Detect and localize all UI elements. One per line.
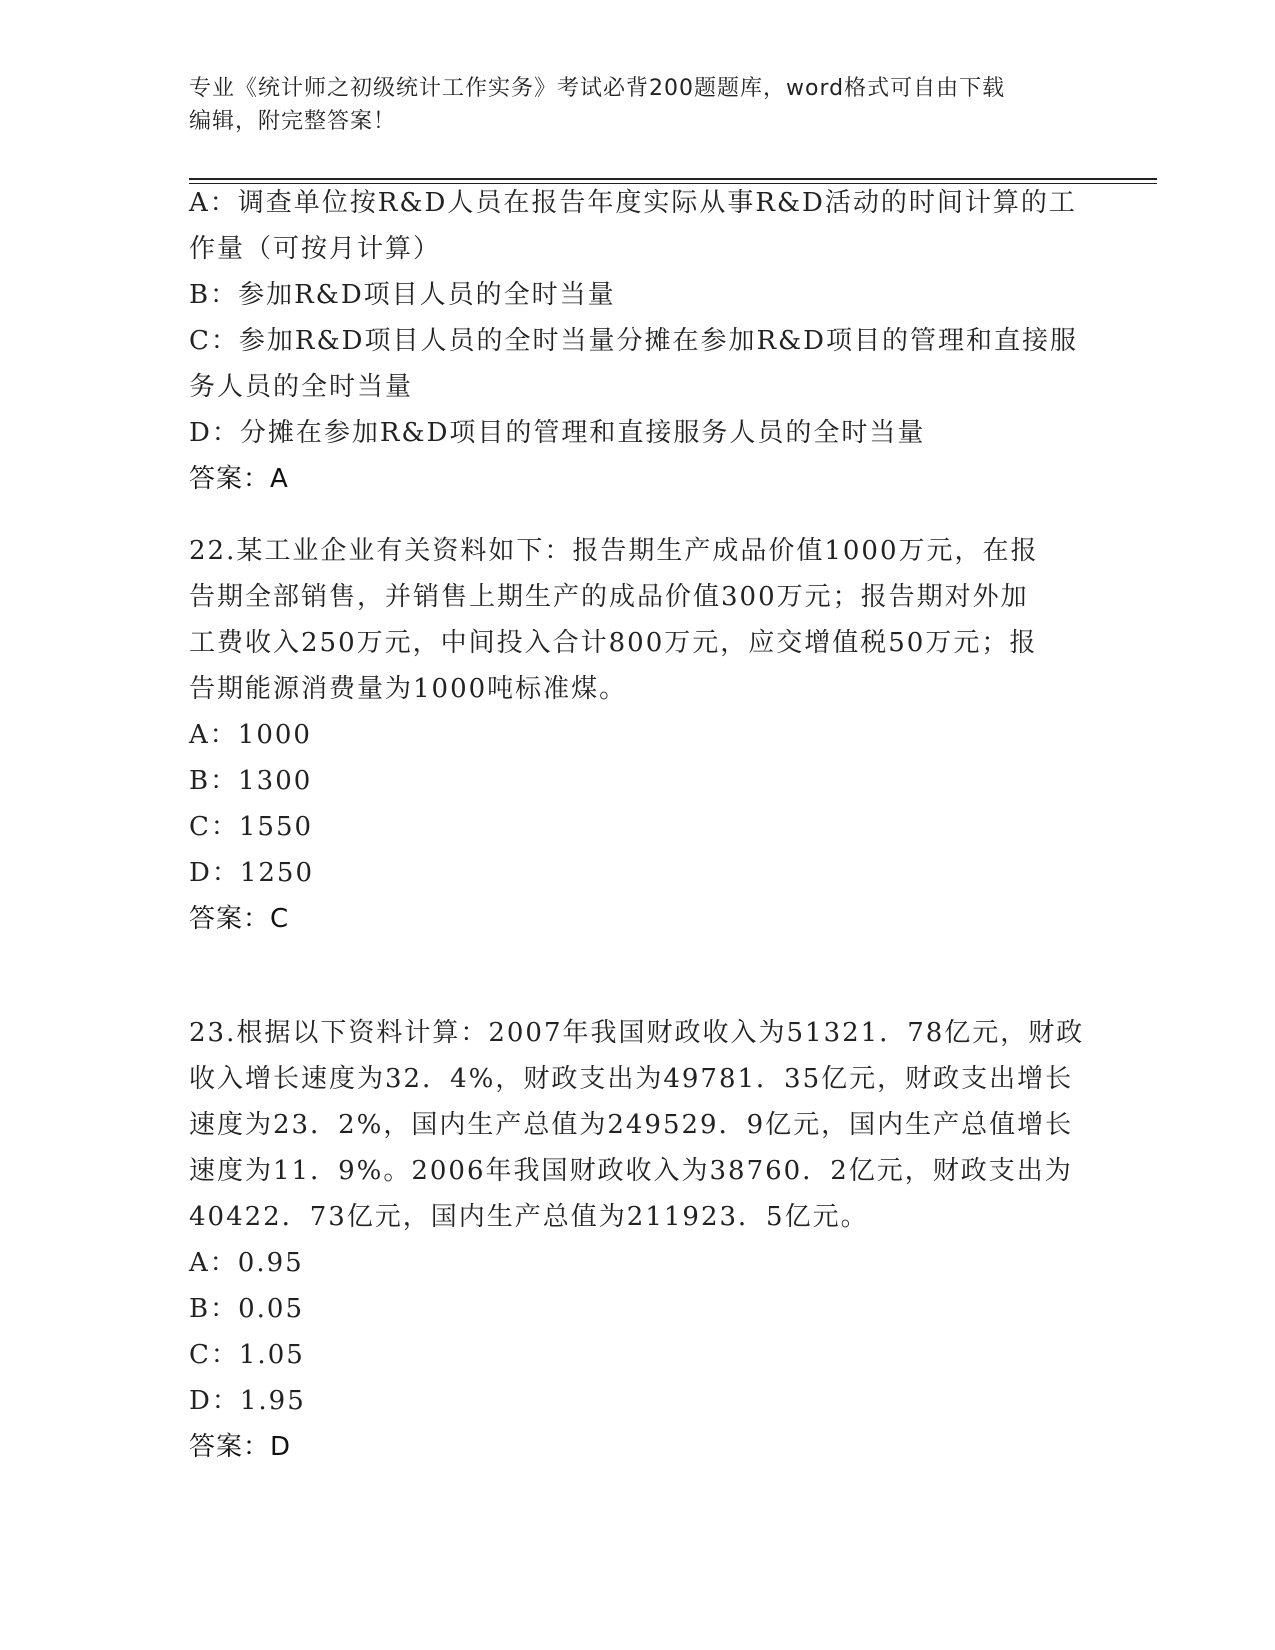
question-23 — [189, 1010, 1149, 1470]
answer-line: 答案：C — [189, 904, 290, 934]
option-d: D：1.95 — [189, 1386, 306, 1416]
option-d: D：1250 — [189, 858, 315, 888]
option-a: A：1000 — [189, 720, 312, 750]
question-stem-line: 告期能源消费量为1000吨标准煤。 — [189, 674, 628, 704]
option-a: A：0.95 — [189, 1248, 304, 1278]
question-stem-line: 速度为23．2%，国内生产总值为249529．9亿元，国内生产总值增长 — [189, 1110, 1074, 1140]
question-stem-line: 23.根据以下资料计算：2007年我国财政收入为51321．78亿元，财政 — [189, 1018, 1085, 1048]
question-22 — [189, 528, 1149, 942]
option-a-line-2: 作量（可按月计算） — [189, 234, 442, 264]
option-c-line-2: 务人员的全时当量 — [189, 372, 414, 402]
answer-line: 答案：D — [189, 1432, 292, 1462]
question-stem-line: 40422．73亿元，国内生产总值为211923．5亿元。 — [189, 1202, 869, 1232]
answer-line: 答案：A — [189, 464, 289, 494]
option-c: C：1550 — [189, 812, 314, 842]
question-stem-line: 速度为11．9%。2006年我国财政收入为38760．2亿元，财政支出为 — [189, 1156, 1073, 1186]
question-stem-line: 告期全部销售，并销售上期生产的成品价值300万元；报告期对外加 — [189, 582, 1029, 612]
option-c: C：1.05 — [189, 1340, 305, 1370]
option-b: B：参加R&D项目人员的全时当量 — [189, 280, 616, 310]
header-title-line-1: 专业《统计师之初级统计工作实务》考试必背200题题库，word格式可自由下载 — [189, 76, 1006, 101]
option-d: D：分摊在参加R&D项目的管理和直接服务人员的全时当量 — [189, 418, 926, 448]
question-stem-line: 收入增长速度为32．4%，财政支出为49781．35亿元，财政支出增长 — [189, 1064, 1074, 1094]
header-title-line-2: 编辑，附完整答案！ — [189, 109, 397, 134]
question-21 — [189, 180, 1149, 502]
option-a-line-1: A：调查单位按R&D人员在报告年度实际从事R&D活动的时间计算的工 — [189, 188, 1077, 218]
option-b: B：0.05 — [189, 1294, 304, 1324]
question-stem-line: 工费收入250万元，中间投入合计800万元，应交增值税50万元；报 — [189, 628, 1038, 658]
option-b: B：1300 — [189, 766, 313, 796]
option-c-line-1: C：参加R&D项目人员的全时当量分摊在参加R&D项目的管理和直接服 — [189, 326, 1079, 356]
document-header — [189, 72, 1069, 138]
question-stem-line: 22.某工业企业有关资料如下：报告期生产成品价值1000万元，在报 — [189, 536, 1039, 566]
